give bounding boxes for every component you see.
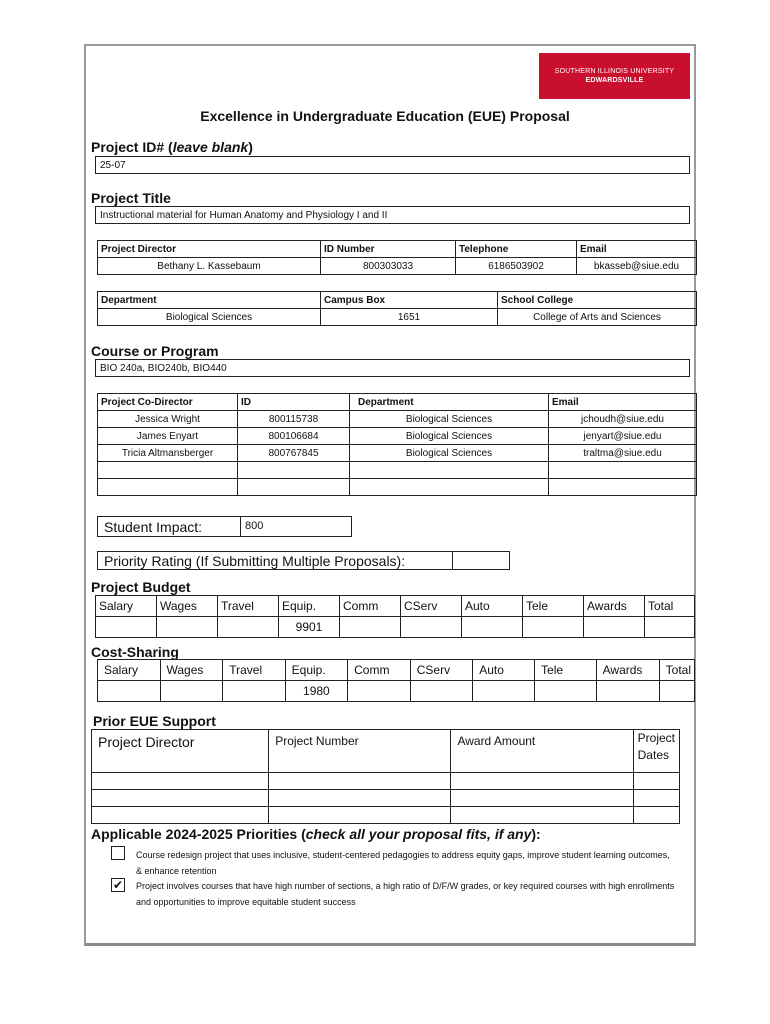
project-id-label-end: ) xyxy=(248,139,253,155)
director-name-cell[interactable]: Bethany L. Kassebaum xyxy=(98,258,321,275)
project-id-field[interactable]: 25-07 xyxy=(95,156,690,174)
table-row xyxy=(92,807,680,824)
cost-header: Auto xyxy=(473,660,535,681)
student-impact-field[interactable]: 800 xyxy=(240,516,352,537)
empty-cell[interactable] xyxy=(269,773,451,790)
priority-rating-label: Priority Rating (If Submitting Multiple Proposals): xyxy=(97,551,453,570)
cost-header: CServ xyxy=(410,660,472,681)
empty-cell[interactable] xyxy=(92,807,269,824)
empty-cell[interactable] xyxy=(238,479,350,496)
priority-rating-field[interactable] xyxy=(452,551,510,570)
empty-cell[interactable] xyxy=(269,790,451,807)
school-college-cell[interactable]: College of Arts and Sciences xyxy=(498,309,697,326)
cost-header: Travel xyxy=(223,660,285,681)
table-row xyxy=(98,428,697,445)
empty-cell[interactable] xyxy=(92,790,269,807)
codirector-name-cell[interactable]: Tricia Altmansberger xyxy=(98,445,238,462)
email-header: Email xyxy=(577,241,697,258)
cost-header: Tele xyxy=(535,660,597,681)
university-logo xyxy=(539,53,690,99)
empty-cell[interactable] xyxy=(98,479,238,496)
department-cell[interactable]: Biological Sciences xyxy=(98,309,321,326)
cost-cell[interactable]: 1980 xyxy=(285,681,348,702)
budget-header: Awards xyxy=(584,596,645,617)
priority-text-2: Project involves courses that have high number of sections, a high ratio of D/F/W grades, or key required courses with high enrollments and opportunities to improve equitable student success xyxy=(136,881,675,907)
project-id-label-em: leave blank xyxy=(172,139,249,155)
empty-cell[interactable] xyxy=(92,773,269,790)
director-table xyxy=(97,240,697,275)
cost-sharing-label: Cost-Sharing xyxy=(91,644,179,660)
codirector-id-header: ID xyxy=(238,394,350,411)
budget-cell[interactable] xyxy=(340,617,401,638)
cost-header: Wages xyxy=(160,660,223,681)
budget-cell[interactable] xyxy=(462,617,523,638)
empty-cell[interactable] xyxy=(451,773,633,790)
course-field[interactable]: BIO 240a, BIO240b, BIO440 xyxy=(95,359,690,377)
campus-box-cell[interactable]: 1651 xyxy=(321,309,498,326)
codirector-dept-cell[interactable]: Biological Sciences xyxy=(350,428,549,445)
id-number-cell[interactable]: 800303033 xyxy=(321,258,456,275)
empty-cell[interactable] xyxy=(350,479,549,496)
budget-cell[interactable] xyxy=(157,617,218,638)
cost-cell[interactable] xyxy=(160,681,223,702)
priorities-label xyxy=(91,826,541,842)
director-header: Project Director xyxy=(98,241,321,258)
cost-cell[interactable] xyxy=(410,681,472,702)
codirector-table xyxy=(97,393,697,496)
priorities-label-text: Applicable 2024-2025 Priorities ( xyxy=(91,826,306,842)
empty-cell[interactable] xyxy=(549,462,697,479)
prior-award-header: Award Amount xyxy=(451,730,633,773)
table-row xyxy=(98,445,697,462)
budget-header: CServ xyxy=(401,596,462,617)
cost-cell[interactable] xyxy=(596,681,659,702)
budget-cell[interactable] xyxy=(96,617,157,638)
telephone-header: Telephone xyxy=(456,241,577,258)
budget-header: Wages xyxy=(157,596,218,617)
project-title-label: Project Title xyxy=(91,190,171,206)
priorities-label-end: ): xyxy=(531,826,541,842)
id-number-header: ID Number xyxy=(321,241,456,258)
school-college-header: School College xyxy=(498,292,697,309)
project-title-field[interactable]: Instructional material for Human Anatomy and Physiology I and II xyxy=(95,206,690,224)
codirector-id-cell[interactable]: 800767845 xyxy=(238,445,350,462)
empty-cell[interactable] xyxy=(451,807,633,824)
form-title: Excellence in Undergraduate Education (EUE) Proposal xyxy=(200,108,570,124)
codirector-email-cell[interactable]: traltma@siue.edu xyxy=(549,445,697,462)
empty-cell[interactable] xyxy=(633,790,679,807)
budget-cell[interactable]: 9901 xyxy=(279,617,340,638)
budget-cell[interactable] xyxy=(584,617,645,638)
budget-table xyxy=(95,595,695,638)
empty-cell[interactable] xyxy=(350,462,549,479)
budget-header: Comm xyxy=(340,596,401,617)
prior-number-header: Project Number xyxy=(269,730,451,773)
logo-line2: EDWARDSVILLE xyxy=(585,77,644,84)
empty-cell[interactable] xyxy=(633,773,679,790)
codirector-dept-header: Department xyxy=(350,394,549,411)
empty-cell[interactable] xyxy=(549,479,697,496)
priorities-label-em: check all your proposal fits, if any xyxy=(305,826,532,842)
codirector-header: Project Co-Director xyxy=(98,394,238,411)
cost-cell[interactable] xyxy=(473,681,535,702)
course-label: Course or Program xyxy=(91,343,219,359)
cost-cell[interactable] xyxy=(223,681,285,702)
cost-cell[interactable] xyxy=(348,681,411,702)
student-impact-label: Student Impact: xyxy=(97,516,241,537)
budget-label: Project Budget xyxy=(91,579,191,595)
cost-header: Total xyxy=(659,660,694,681)
cost-header: Awards xyxy=(596,660,659,681)
prior-support-table xyxy=(91,729,680,824)
codirector-email-header: Email xyxy=(549,394,697,411)
codirector-dept-cell[interactable]: Biological Sciences xyxy=(350,411,549,428)
project-id-label xyxy=(91,139,253,155)
codirector-id-cell[interactable]: 800106684 xyxy=(238,428,350,445)
department-header: Department xyxy=(98,292,321,309)
budget-header: Tele xyxy=(523,596,584,617)
empty-cell[interactable] xyxy=(98,462,238,479)
codirector-email-cell[interactable]: jchoudh@siue.edu xyxy=(549,411,697,428)
budget-header: Total xyxy=(645,596,695,617)
codirector-email-cell[interactable]: jenyart@siue.edu xyxy=(549,428,697,445)
cost-cell[interactable] xyxy=(535,681,597,702)
telephone-cell[interactable]: 6186503902 xyxy=(456,258,577,275)
budget-cell[interactable] xyxy=(218,617,279,638)
budget-cell[interactable] xyxy=(523,617,584,638)
table-row xyxy=(92,790,680,807)
priority-checkbox-2[interactable]: ✔ xyxy=(112,878,124,892)
codirector-name-cell[interactable]: Jessica Wright xyxy=(98,411,238,428)
budget-cell[interactable] xyxy=(645,617,695,638)
codirector-name-cell[interactable]: James Enyart xyxy=(98,428,238,445)
prior-dates-header: Project Dates xyxy=(633,730,679,773)
cost-sharing-table xyxy=(97,659,695,702)
budget-header: Equip. xyxy=(279,596,340,617)
table-row xyxy=(98,479,697,496)
table-row xyxy=(92,773,680,790)
budget-header: Travel xyxy=(218,596,279,617)
email-cell[interactable]: bkasseb@siue.edu xyxy=(577,258,697,275)
empty-cell[interactable] xyxy=(451,790,633,807)
prior-support-label: Prior EUE Support xyxy=(93,713,216,729)
table-row xyxy=(98,462,697,479)
budget-header: Auto xyxy=(462,596,523,617)
department-table xyxy=(97,291,697,326)
campus-box-header: Campus Box xyxy=(321,292,498,309)
empty-cell[interactable] xyxy=(633,807,679,824)
logo-line1: SOUTHERN ILLINOIS UNIVERSITY xyxy=(554,68,675,75)
codirector-dept-cell[interactable]: Biological Sciences xyxy=(350,445,549,462)
cost-cell[interactable] xyxy=(659,681,694,702)
cost-header: Salary xyxy=(98,660,161,681)
cost-cell[interactable] xyxy=(98,681,161,702)
budget-header: Salary xyxy=(96,596,157,617)
budget-cell[interactable] xyxy=(401,617,462,638)
project-id-label-text: Project ID# ( xyxy=(91,139,173,155)
table-row xyxy=(98,411,697,428)
empty-cell[interactable] xyxy=(269,807,451,824)
empty-cell[interactable] xyxy=(238,462,350,479)
cost-header: Comm xyxy=(348,660,411,681)
priority-text-1: Course redesign project that uses inclusive, student-centered pedagogies to address equity gaps, improve student learning outcomes, & enhance retention xyxy=(136,850,670,876)
codirector-id-cell[interactable]: 800115738 xyxy=(238,411,350,428)
cost-header: Equip. xyxy=(285,660,348,681)
priority-checkbox-1[interactable] xyxy=(111,846,125,860)
prior-director-header: Project Director xyxy=(92,730,269,773)
